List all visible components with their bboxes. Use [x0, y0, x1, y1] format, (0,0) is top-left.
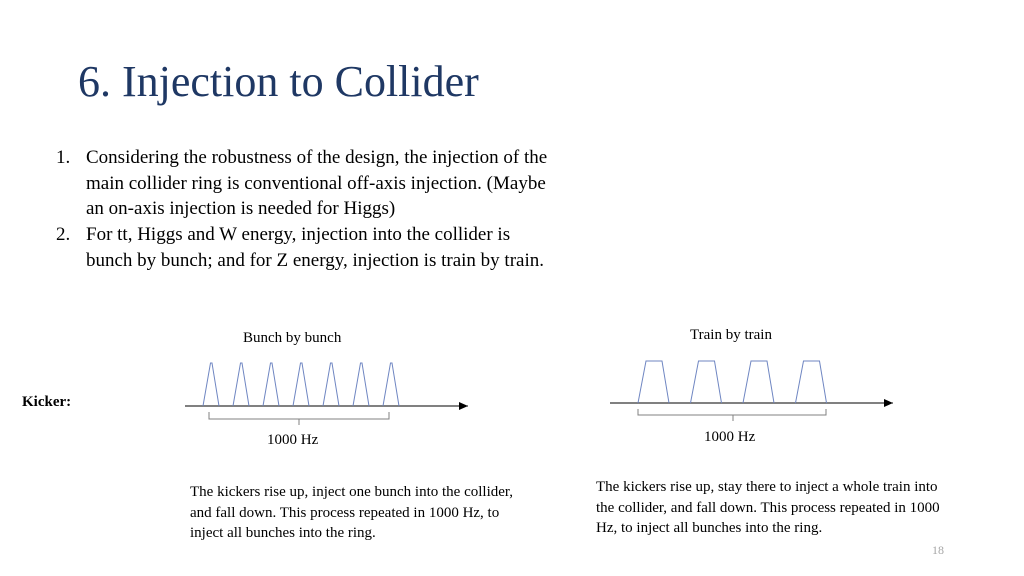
list-item-number: 2. — [56, 224, 71, 246]
time-axis-arrowhead — [884, 399, 893, 407]
list-item-text: For tt, Higgs and W energy, injection into the collider is bunch by bunch; and for Z energy, injection is train by train. — [86, 224, 544, 271]
train-description: The kickers rise up, stay there to inject a whole train into the collider, and fall down. This process repeated in 1000 Hz, to inject all bunches into the ring. — [596, 479, 940, 536]
list-item-number: 1. — [56, 147, 71, 168]
time-axis-arrowhead — [459, 402, 468, 410]
kicker-label: Kicker: — [22, 394, 72, 410]
bunch-description: The kickers rise up, inject one bunch into the collider, and fall down. This process repeated in 1000 Hz, to inject all bunches into the ring. — [190, 484, 514, 541]
bunch-frequency-label: 1000 Hz — [267, 432, 319, 448]
slide-title: 6. Injection to Collider — [78, 57, 479, 106]
period-bracket — [209, 412, 389, 425]
bunch-pulse-group — [203, 363, 399, 406]
kicker-pulse — [293, 363, 309, 406]
kicker-pulse — [691, 361, 722, 403]
bunch-by-bunch-title: Bunch by bunch — [243, 330, 342, 346]
bunch-by-bunch-diagram — [185, 363, 468, 425]
train-frequency-label: 1000 Hz — [704, 429, 756, 445]
kicker-pulse — [203, 363, 219, 406]
kicker-pulse — [353, 363, 369, 406]
train-by-train-title: Train by train — [690, 327, 772, 343]
kicker-pulse — [323, 363, 339, 406]
kicker-pulse — [638, 361, 669, 403]
kicker-pulse — [233, 363, 249, 406]
kicker-pulse — [743, 361, 774, 403]
period-bracket — [638, 409, 826, 421]
train-pulse-group — [638, 361, 827, 403]
kicker-pulse — [263, 363, 279, 406]
kicker-pulse — [383, 363, 399, 406]
list-item-text: Considering the robustness of the design, the injection of the main collider ring is conventional off-axis injection. (Maybe an on-axis injection is needed for Higgs) — [86, 147, 548, 220]
train-by-train-diagram — [610, 361, 893, 421]
page-number: 18 — [932, 543, 944, 557]
kicker-pulse — [796, 361, 827, 403]
